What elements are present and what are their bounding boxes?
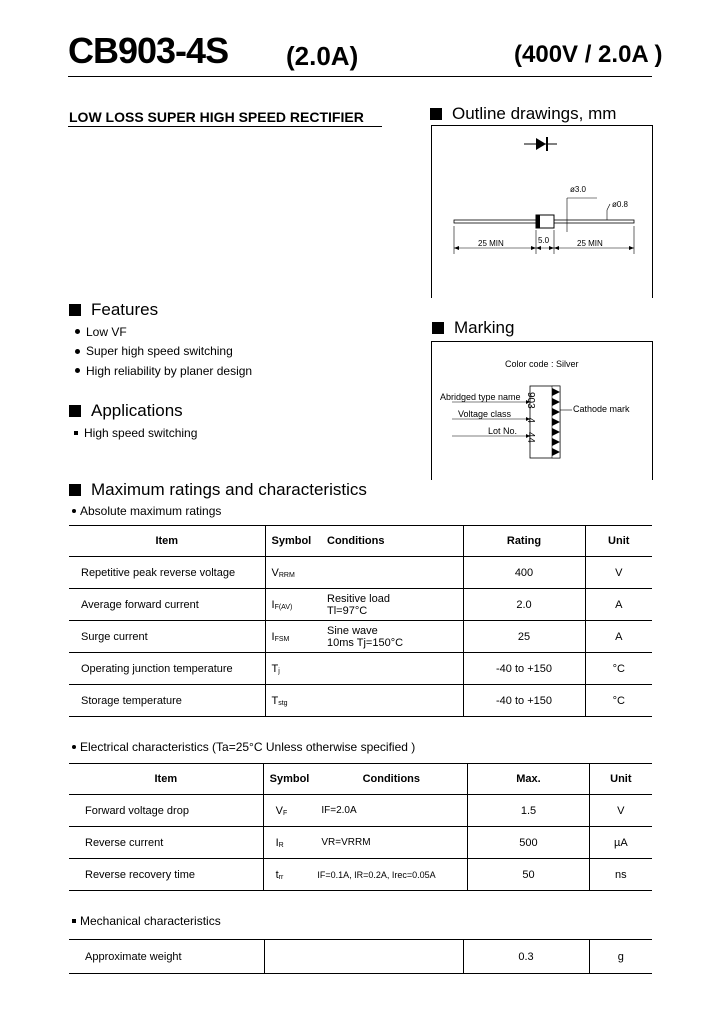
right-lead-length: 25 MIN (577, 239, 603, 248)
code-lot: 44 (525, 431, 536, 443)
col-unit: Unit (585, 526, 652, 557)
col-conditions: Conditions (315, 764, 467, 795)
square-bullet-icon (432, 322, 444, 334)
table-row: Surge current $I_{FSM}$ Sine wave 10ms Tj=150°C 25 A (69, 621, 652, 653)
table-header-row (69, 764, 652, 795)
table-row: Reverse recovery time $t_{rr}$ IF=0.1A, IR=0.2A, Irec=0.05A 50 ns (69, 859, 652, 891)
marking-label-voltage: Voltage class (458, 409, 512, 419)
current-rating: (2.0A) (286, 41, 359, 71)
table-row: Average forward current $I_{F(AV)}$ Resitive load Tl=97°C 2.0 A (69, 589, 652, 621)
max-ratings-heading: Maximum ratings and characteristics (69, 480, 367, 500)
subtitle: LOW LOSS SUPER HIGH SPEED RECTIFIER (69, 109, 364, 125)
marking-heading: Marking (432, 318, 514, 338)
left-lead-length: 25 MIN (478, 239, 504, 248)
col-symbol: Symbol (263, 764, 315, 795)
body-length: 5.0 (538, 236, 550, 245)
list-item: Low VF (75, 322, 252, 342)
table-row: Forward voltage drop $V_F$ IF=2.0A 1.5 V (69, 795, 652, 827)
applications-heading: Applications (69, 401, 183, 421)
electrical-label: Electrical characteristics (Ta=25°C Unless otherwise specified ) (72, 740, 415, 754)
code-voltage: 4 (525, 417, 536, 424)
marking-label-lot: Lot No. (488, 426, 518, 436)
col-max: Max. (468, 764, 589, 795)
mechanical-table (69, 939, 652, 974)
abs-max-label: Absolute maximum ratings (72, 504, 221, 518)
table-row: Approximate weight 0.3 g (69, 940, 652, 974)
col-unit: Unit (589, 764, 652, 795)
color-code: Color code : Silver (505, 359, 579, 369)
marking-box (431, 341, 653, 480)
subtitle-rule (68, 126, 382, 127)
table-row: Operating junction temperature $T_j$ -40 to +150 °C (69, 653, 652, 685)
body-diameter-label: ø3.0 (570, 185, 587, 194)
list-item: High speed switching (74, 423, 197, 443)
title-rule (68, 76, 652, 77)
diode-symbol-icon (524, 137, 557, 151)
voltage-current-rating: (400V / 2.0A ) (514, 41, 663, 68)
features-list (75, 322, 252, 381)
table-row: Repetitive peak reverse voltage $V_{RRM}$ 400 V (69, 557, 652, 589)
square-bullet-icon (69, 405, 81, 417)
bullet-icon (75, 349, 80, 354)
col-conditions: Conditions (321, 526, 463, 557)
bullet-icon (72, 919, 76, 923)
col-item: Item (69, 764, 263, 795)
code-type: 903 (525, 392, 536, 409)
part-number: CB903-4S (68, 30, 229, 71)
list-item: High reliability by planer design (75, 361, 252, 381)
mechanical-label: Mechanical characteristics (72, 914, 221, 928)
col-rating: Rating (463, 526, 585, 557)
diode-outline-drawing (432, 126, 652, 298)
col-symbol: Symbol (265, 526, 321, 557)
cathode-mark-label: Cathode mark (573, 404, 630, 414)
table-row: Storage temperature $T_{stg}$ -40 to +150 °C (69, 685, 652, 717)
outline-heading: Outline drawings, mm (430, 104, 616, 124)
bullet-icon (75, 329, 80, 334)
features-heading: Features (69, 300, 158, 320)
bullet-icon (72, 509, 76, 513)
abs-max-table (69, 525, 652, 717)
electrical-table (69, 763, 652, 891)
lead-diameter-label: ø0.8 (612, 200, 629, 209)
col-item: Item (69, 526, 265, 557)
square-bullet-icon (430, 108, 442, 120)
table-row: Reverse current $I_R$ VR=VRRM 500 µA (69, 827, 652, 859)
square-bullet-icon (69, 484, 81, 496)
applications-list (74, 423, 197, 443)
outline-drawing-box (431, 125, 653, 298)
bullet-icon (72, 745, 76, 749)
marking-label-type: Abridged type name (440, 392, 521, 402)
list-item: Super high speed switching (75, 342, 252, 362)
bullet-icon (75, 368, 80, 373)
table-header-row (69, 526, 652, 557)
square-bullet-icon (69, 304, 81, 316)
bullet-icon (74, 431, 78, 435)
